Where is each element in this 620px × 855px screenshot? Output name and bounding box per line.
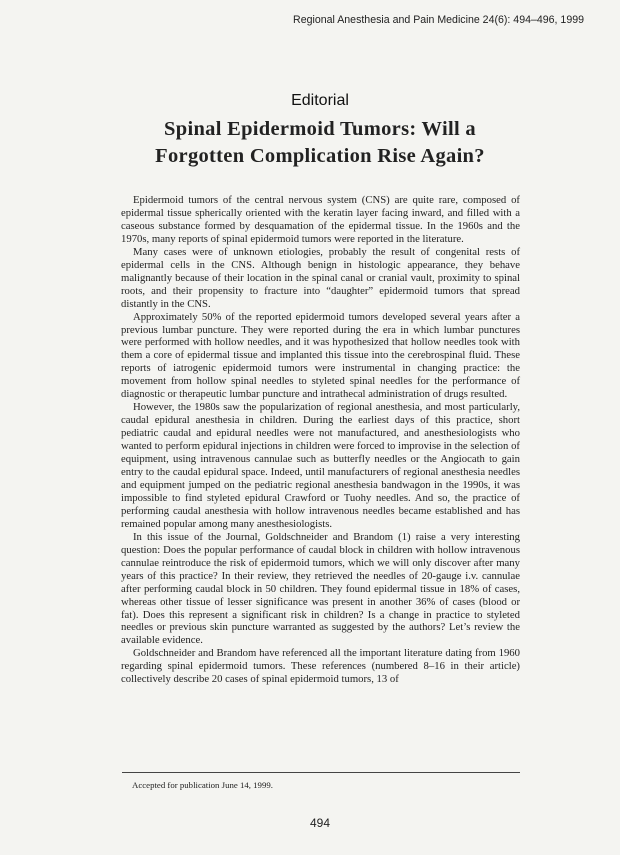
article-title: [0, 116, 620, 170]
footnote-divider: [122, 772, 520, 773]
article-body: [121, 194, 520, 686]
title-line-1: Spinal Epidermoid Tumors: Will a: [164, 118, 476, 140]
page-number: 494: [309, 816, 331, 830]
footnote: Accepted for publication June 14, 1999.: [132, 780, 273, 790]
body-paragraph: Epidermoid tumors of the central nervous system (CNS) are quite rare, composed of epidermal tissue spherically oriented with the keratin layer facing inward, and filled with a caseous substance formed by desquamation of the epidermal tissue. In the 1960s and the 1970s, many reports of spinal epidermoid tumors were reported in the literature.: [121, 194, 520, 245]
body-paragraph: In this issue of the Journal, Goldschneider and Brandom (1) raise a very interesting question: Does the popular performance of caudal block in children with hollow intravenous cannulae reintroduce the risk of epidermoid tumors, which we will only discover after many years of this practice? In their review, they retrieved the needles of 20-gauge i.v. cannulae after performing caudal block in 50 children. They found epidermal tissue in 18% of cases, whereas other tissue of lesser significance was present in another 36% of cases (blood or fat). Does this represent a significant risk in children? Is a change in practice to styleted needles or previous skin puncture warranted as suggested by the authors? Let’s review the available evidence.: [121, 530, 520, 647]
body-paragraph: However, the 1980s saw the popularization of regional anesthesia, and most particularly, caudal epidural anesthesia in children. During the earliest days of this practice, short pediatric caudal and epidural needles were not manufactured, and anesthesiologists who wanted to perform epidural injections in children were forced to improvise in the selection of equipment, using intravenous cannulae such as butterfly needles or the Angiocath to gain entry to the caudal epidural space. Indeed, until manufacturers of regional anesthesia needles and equipment jumped on the pediatric regional anesthesia bandwagon in the 1990s, it was impossible to find styleted epidural Crawford or Tuohy needles. And so, the practice of performing caudal anesthesia with hollow intravenous needles became established and has remained popular among many anesthesiologists.: [121, 401, 520, 530]
journal-citation-header: Regional Anesthesia and Pain Medicine 24(6): 494–496, 1999: [293, 14, 584, 26]
section-label: Editorial: [291, 92, 349, 109]
body-paragraph: Goldschneider and Brandom have referenced all the important literature dating from 1960 regarding spinal epidermoid tumors. These references (numbered 8–16 in their article) collectively describe 20 cases of spinal epidermoid tumors, 13 of: [121, 647, 520, 686]
title-line-2: Forgotten Complication Rise Again?: [155, 145, 485, 167]
body-paragraph: Approximately 50% of the reported epidermoid tumors developed several years after a previous lumbar puncture. They were reported during the era in which lumbar punctures were performed with hollow needles, and it was hypothesized that hollow needles took with them a core of epidermal tissue and implanted this tissue into the cerebrospinal fluid. These reports of iatrogenic epidermoid tumors were instrumental in changing practice: the movement from hollow spinal needles to styleted spinal needles for the performance of diagnostic or therapeutic lumbar puncture and intrathecal administration of drugs resulted.: [121, 310, 520, 401]
body-paragraph: Many cases were of unknown etiologies, probably the result of congenital rests of epidermal cells in the CNS. Although benign in histologic appearance, they behave malignantly because of their location in the spinal canal or cranial vault, proximity to spinal roots, and their propensity to fracture into “daughter” epidermoid tumors that spread distantly in the CNS.: [121, 245, 520, 310]
